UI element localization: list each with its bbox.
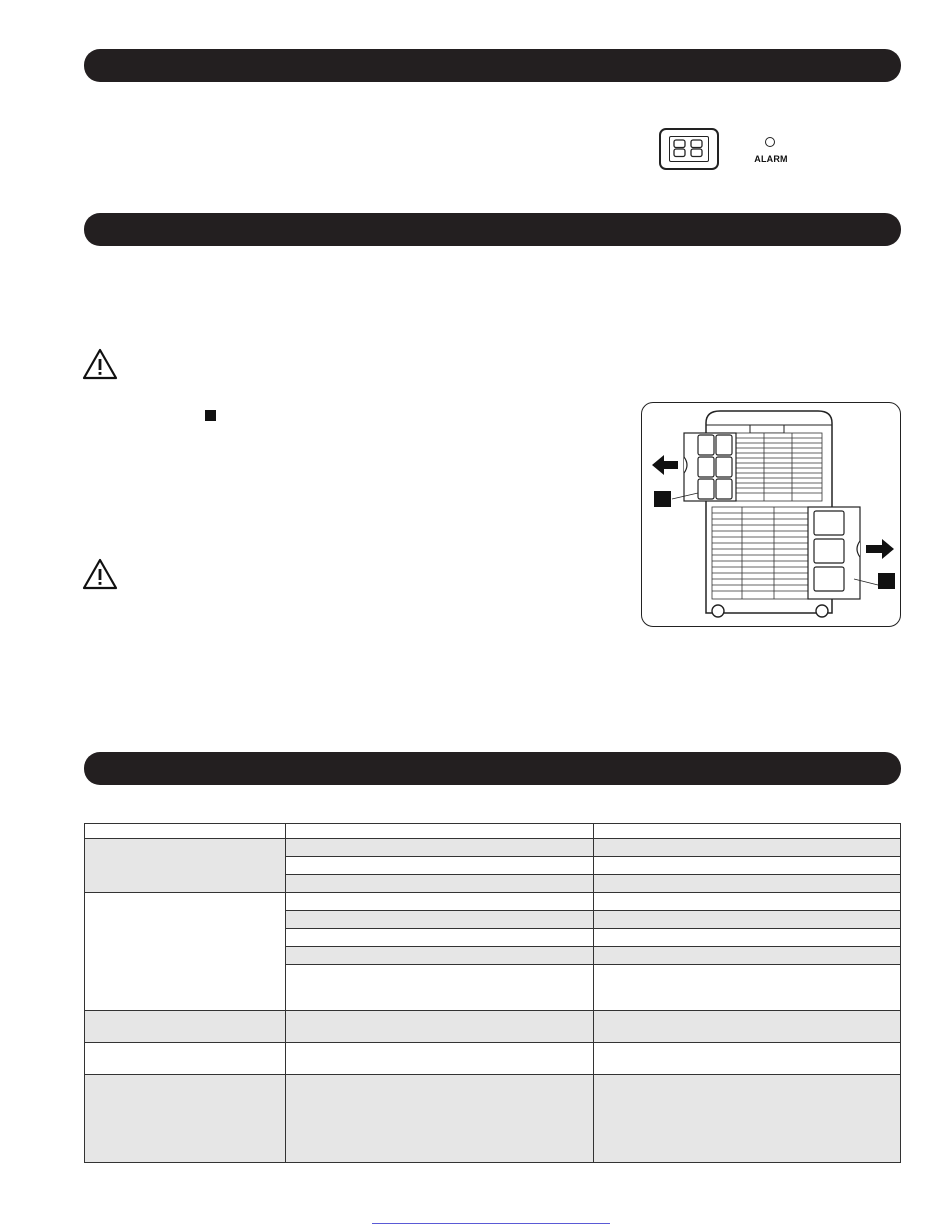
- arrow-left-icon: [652, 455, 678, 475]
- alarm-label: ALARM: [754, 154, 788, 164]
- square-bullet-icon: [205, 410, 216, 421]
- table-row: [286, 839, 594, 857]
- table-row: [594, 1075, 901, 1163]
- table-header-cell: [84, 823, 286, 839]
- table-row: [594, 911, 901, 929]
- dehumidifier-illustration: [642, 403, 901, 627]
- table-row: [84, 1075, 286, 1163]
- warning-triangle-icon: [82, 558, 118, 590]
- table-row: [286, 875, 594, 893]
- filter-removal-figure: [641, 402, 901, 627]
- table-row: [594, 1011, 901, 1043]
- table-header-cell: [286, 823, 594, 839]
- table-row: [594, 839, 901, 857]
- arrow-right-icon: [866, 539, 894, 559]
- table-header-cell: [594, 823, 901, 839]
- table-row: [594, 947, 901, 965]
- table-row: [594, 857, 901, 875]
- section-header-bar-2: [84, 213, 901, 246]
- section-header-bar-3: [84, 752, 901, 785]
- table-row: [286, 1011, 594, 1043]
- table-row: [594, 929, 901, 947]
- table-row: [594, 1043, 901, 1075]
- table-row: [84, 1011, 286, 1043]
- table-row: [286, 1075, 594, 1163]
- seven-segment-digits-icon: [670, 137, 707, 160]
- table-row: [286, 857, 594, 875]
- table-row: [286, 1043, 594, 1075]
- table-row: [286, 965, 594, 1011]
- table-row: [286, 947, 594, 965]
- warning-triangle-icon: [82, 348, 118, 380]
- table-row: [286, 929, 594, 947]
- troubleshooting-table: [84, 823, 901, 1163]
- table-row: [594, 875, 901, 893]
- table-row: [84, 839, 286, 893]
- table-row: [286, 893, 594, 911]
- table-row: [84, 1043, 286, 1075]
- led-display-window: [669, 136, 709, 162]
- table-row: [594, 965, 901, 1011]
- footer-link-underline[interactable]: [372, 1223, 610, 1224]
- led-display-panel: [659, 128, 719, 170]
- section-header-bar-1: [84, 49, 901, 82]
- table-row: [286, 911, 594, 929]
- table-row: [594, 893, 901, 911]
- table-row: [84, 893, 286, 1011]
- alarm-indicator-light: [765, 137, 775, 147]
